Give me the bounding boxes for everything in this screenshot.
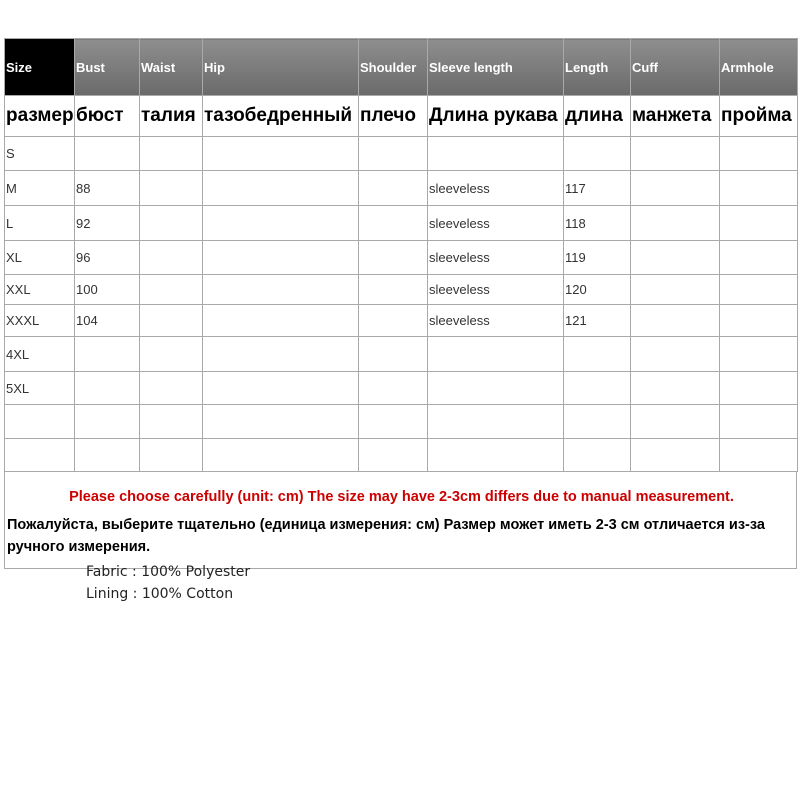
table-cell: XL: [5, 241, 75, 275]
table-cell: [140, 171, 203, 206]
header-ru-armhole: пройма: [720, 96, 798, 137]
table-cell: XXXL: [5, 305, 75, 337]
table-cell: [5, 405, 75, 439]
table-cell: [359, 275, 428, 305]
table-cell: [631, 305, 720, 337]
lining-composition: Lining : 100% Cotton: [86, 586, 234, 602]
table-cell: [428, 405, 564, 439]
table-cell: sleeveless: [428, 305, 564, 337]
table-cell: [631, 241, 720, 275]
table-cell: [631, 405, 720, 439]
table-cell: [359, 305, 428, 337]
table-cell: 117: [564, 171, 631, 206]
table-cell: sleeveless: [428, 206, 564, 241]
table-cell: [140, 305, 203, 337]
table-cell: [203, 171, 359, 206]
table-cell: [564, 337, 631, 372]
table-cell: [203, 206, 359, 241]
header-armhole: Armhole: [720, 39, 798, 96]
table-cell: [140, 241, 203, 275]
table-cell: [75, 372, 140, 405]
table-cell: [140, 405, 203, 439]
table-cell: [631, 206, 720, 241]
table-cell: [631, 372, 720, 405]
header-ru-bust: бюст: [75, 96, 140, 137]
table-cell: [359, 171, 428, 206]
table-cell: [359, 372, 428, 405]
table-cell: [564, 405, 631, 439]
table-cell: [203, 405, 359, 439]
table-cell: [428, 337, 564, 372]
table-cell: S: [5, 137, 75, 171]
table-cell: [720, 275, 798, 305]
table-cell: [140, 372, 203, 405]
header-size: Size: [5, 39, 75, 96]
table-cell: [564, 372, 631, 405]
table-cell: [720, 337, 798, 372]
table-cell: 120: [564, 275, 631, 305]
table-cell: [203, 241, 359, 275]
table-row: [5, 372, 798, 405]
table-row: [5, 171, 798, 206]
table-cell: [720, 372, 798, 405]
table-row: [5, 337, 798, 372]
table-cell: [359, 439, 428, 472]
header-ru-hip: тазобедренный: [203, 96, 359, 137]
table-cell: [720, 171, 798, 206]
table-cell: 4XL: [5, 337, 75, 372]
table-cell: [359, 337, 428, 372]
table-cell: [359, 206, 428, 241]
table-cell: [140, 137, 203, 171]
header-ru-shoulder: плечо: [359, 96, 428, 137]
table-cell: 100: [75, 275, 140, 305]
size-table: [4, 38, 798, 472]
materials: [86, 561, 250, 605]
notice-english: Please choose carefully (unit: cm) The size may have 2-3cm differs due to manual measurement.: [69, 489, 734, 505]
table-cell: 119: [564, 241, 631, 275]
table-cell: [75, 439, 140, 472]
table-cell: [5, 439, 75, 472]
table-cell: [75, 337, 140, 372]
size-rows: [5, 137, 798, 472]
table-cell: sleeveless: [428, 275, 564, 305]
table-cell: sleeveless: [428, 241, 564, 275]
header-ru-cuff: манжета: [631, 96, 720, 137]
header-shoulder: Shoulder: [359, 39, 428, 96]
table-cell: [203, 137, 359, 171]
table-cell: [428, 372, 564, 405]
table-cell: 118: [564, 206, 631, 241]
notice-box: [4, 472, 797, 569]
table-cell: [203, 305, 359, 337]
table-cell: [203, 275, 359, 305]
notice-russian: Пожалуйста, выберите тщательно (единица измерения: см) Размер может иметь 2-3 см отличается из-за ручного измерения.: [7, 517, 765, 555]
table-cell: [564, 137, 631, 171]
table-row: [5, 439, 798, 472]
table-cell: 121: [564, 305, 631, 337]
header-ru-size: размер: [5, 96, 75, 137]
header-length: Length: [564, 39, 631, 96]
table-row: [5, 137, 798, 171]
table-cell: [631, 137, 720, 171]
table-cell: [428, 439, 564, 472]
table-cell: [720, 439, 798, 472]
header-ru-sleeve-length: Длина рукава: [428, 96, 564, 137]
table-cell: [564, 439, 631, 472]
table-cell: [140, 439, 203, 472]
table-row: [5, 206, 798, 241]
table-cell: [631, 337, 720, 372]
header-sleeve-length: Sleeve length: [428, 39, 564, 96]
table-cell: [140, 337, 203, 372]
table-cell: 92: [75, 206, 140, 241]
table-cell: L: [5, 206, 75, 241]
table-cell: [75, 137, 140, 171]
table-cell: [359, 241, 428, 275]
table-cell: [720, 405, 798, 439]
table-cell: [428, 137, 564, 171]
table-cell: 5XL: [5, 372, 75, 405]
header-row-english: [5, 39, 798, 96]
fabric-composition: Fabric : 100% Polyester: [86, 564, 251, 580]
table-cell: [720, 137, 798, 171]
header-ru-length: длина: [564, 96, 631, 137]
table-cell: [359, 405, 428, 439]
table-cell: [75, 405, 140, 439]
table-cell: [140, 275, 203, 305]
header-ru-waist: талия: [140, 96, 203, 137]
table-cell: [203, 439, 359, 472]
table-cell: [720, 305, 798, 337]
header-row-russian: [5, 96, 798, 137]
table-cell: 96: [75, 241, 140, 275]
header-bust: Bust: [75, 39, 140, 96]
table-cell: [359, 137, 428, 171]
table-cell: [720, 241, 798, 275]
table-row: [5, 405, 798, 439]
table-cell: [203, 372, 359, 405]
table-cell: XXL: [5, 275, 75, 305]
table-cell: [140, 206, 203, 241]
table-row: [5, 275, 798, 305]
table-cell: 104: [75, 305, 140, 337]
header-cuff: Cuff: [631, 39, 720, 96]
size-chart: [4, 38, 797, 569]
table-cell: M: [5, 171, 75, 206]
header-hip: Hip: [203, 39, 359, 96]
table-row: [5, 241, 798, 275]
table-cell: [720, 206, 798, 241]
table-cell: sleeveless: [428, 171, 564, 206]
table-cell: 88: [75, 171, 140, 206]
table-cell: [631, 439, 720, 472]
table-cell: [631, 275, 720, 305]
table-cell: [203, 337, 359, 372]
header-waist: Waist: [140, 39, 203, 96]
table-row: [5, 305, 798, 337]
table-cell: [631, 171, 720, 206]
